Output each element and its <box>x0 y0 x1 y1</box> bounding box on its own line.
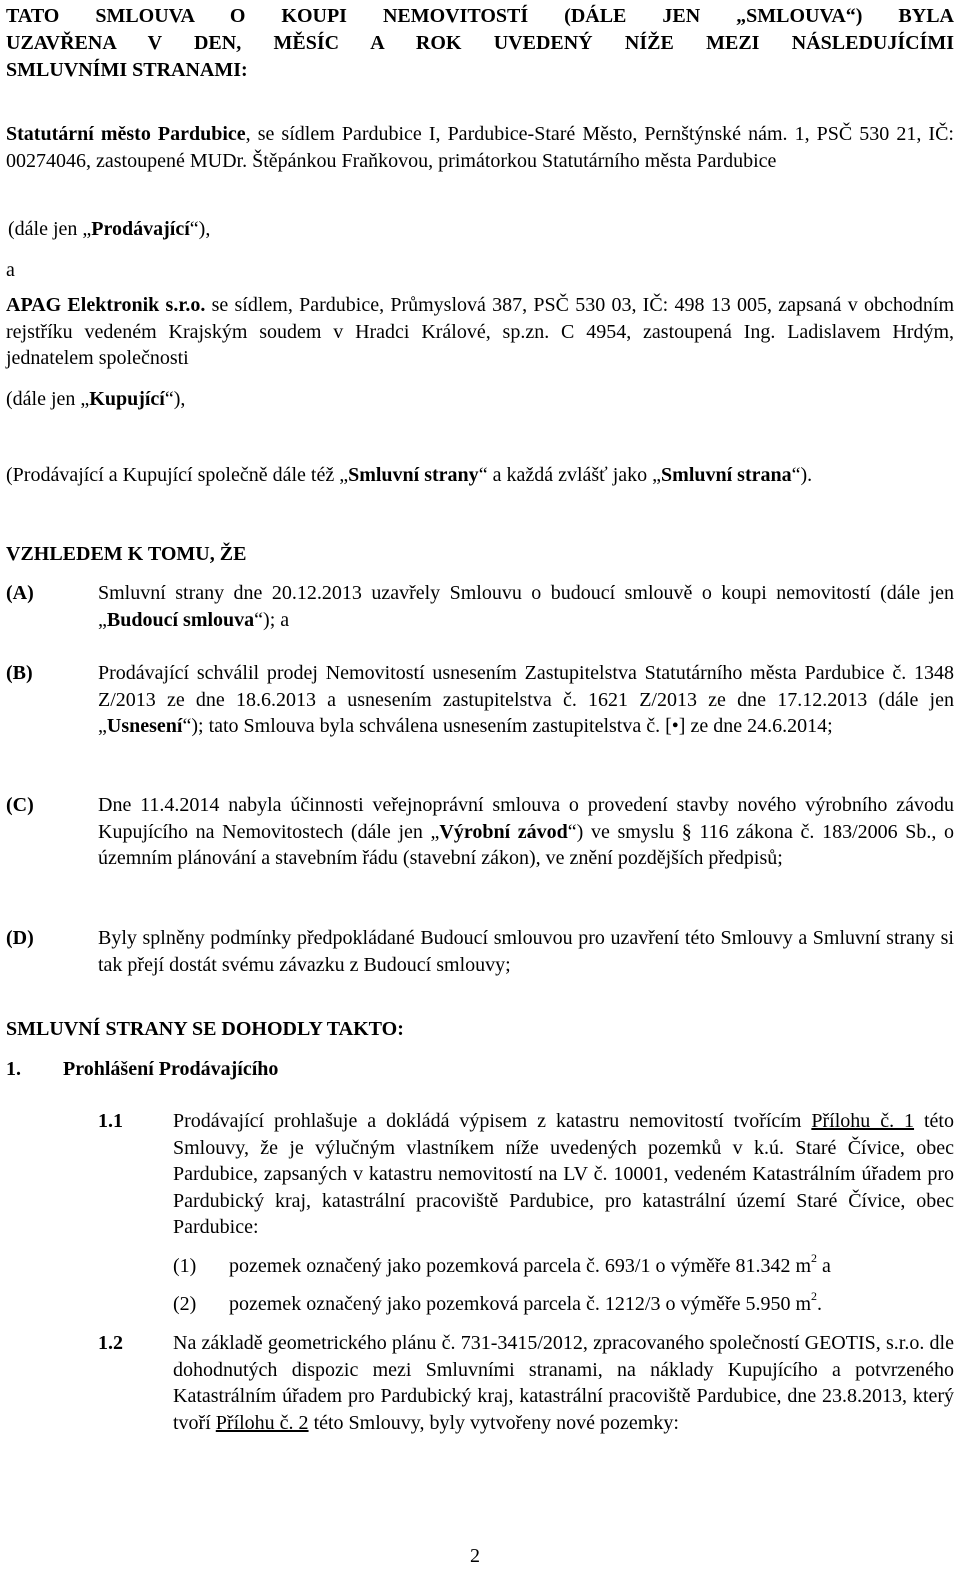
recital-a-text: Smluvní strany dne 20.12.2013 uzavřely Smlouvu o budoucí smlouvě o koupi nemovitostí (dále jen „Budoucí smlouva“); a <box>98 582 954 631</box>
section-1-heading <box>6 1056 954 1083</box>
clause-1-1-text: Prodávající prohlašuje a dokládá výpisem z katastru nemovitostí tvořícím Přílohu č. 1 této Smlouvy, že je výlučným vlastníkem níže uvedených pozemků v k.ú. Staré Čívice, obec Pardubice, zapsaných v katastru nemovitostí na LV č. 10001, vedeném Katastrálním úřadem pro Pardubický kraj, katastrální pracoviště Pardubice, pro katastrální území Staré Čívice, obec Pardubice: <box>173 1110 954 1238</box>
section-1-number: 1. <box>6 1058 21 1080</box>
seller-name: Statutární město Pardubice <box>6 123 246 145</box>
contract-heading-line-2: UZAVŘENA V DEN, MĚSÍC A ROK UVEDENÝ NÍŽE MEZI NÁSLEDUJÍCÍMI <box>6 32 954 54</box>
clause-1-1-number: 1.1 <box>98 1110 123 1132</box>
attachment-2-link[interactable]: Přílohu č. 2 <box>215 1411 309 1434</box>
buyer-paragraph <box>6 292 954 372</box>
recitals-heading: VZHLEDEM K TOMU, ŽE <box>6 543 247 565</box>
parcel-2-text: pozemek označený jako pozemková parcela č. 1212/3 o výměře 5.950 $m^2$. <box>229 1289 823 1315</box>
parties-definition: (Prodávající a Kupující společně dále též „Smluvní strany“ a každá zvlášť jako „Smluvní strana“). <box>6 464 813 486</box>
clause-1-2-text: Na základě geometrického plánu č. 731-3415/2012, zpracovaného společností GEOTIS, s.r.o. dle dohodnutých dispozic mezi Smluvními stranami, na náklady Kupujícího a potvrzeného Katastrálním úřadem pro Pardubický kraj, katastrální pracoviště Pardubice, dne 23.8.2013, který tvoří Přílohu č. 2 této Smlouvy, byly vytvořeny nové pozemky: <box>173 1332 954 1434</box>
and-word: a <box>6 259 15 281</box>
recital-c-label: (C) <box>6 794 34 816</box>
buyer-name: APAG Elektronik s.r.o. <box>6 294 206 316</box>
recital-b-label: (B) <box>6 662 33 684</box>
recital-d-label: (D) <box>6 927 34 949</box>
recital-d-text: Byly splněny podmínky předpokládané Budoucí smlouvou pro uzavření této Smlouvy a Smluvní strany si tak přejí dostát svému závazku z Budoucí smlouvy; <box>98 927 954 976</box>
parcel-1-text: pozemek označený jako pozemková parcela č. 693/1 o výměře 81.342 $m^2$ a <box>229 1251 831 1277</box>
seller-details: , se sídlem Pardubice I, Pardubice-Staré Město, Pernštýnské nám. 1, PSČ 530 21, IČ: 00274046, zastoupené MUDr. Štěpánkou Fraňkovou, primátorkou Statutárního města Pardubice <box>6 123 954 172</box>
seller-paragraph <box>6 121 954 174</box>
parcel-1-label: (1) <box>173 1255 197 1277</box>
parcel-2-label: (2) <box>173 1293 197 1315</box>
agreement-heading: SMLUVNÍ STRANY SE DOHODLY TAKTO: <box>6 1018 404 1040</box>
seller-alias: (dále jen „Prodávající“), <box>8 218 211 240</box>
recital-b-text: Prodávající schválil prodej Nemovitostí usnesením Zastupitelstva Statutárního města Pardubice č. 1348 Z/2013 ze dne 18.6.2013 a usnesením zastupitelstva č. 1621 Z/2013 ze dne 17.12.2013 (dále jen „Usnesení“); tato Smlouva byla schválena usnesením zastupitelstva č. [•] ze dne 24.6.2014; <box>98 662 954 737</box>
recital-c-text: Dne 11.4.2014 nabyla účinnosti veřejnoprávní smlouva o provedení stavby nového výrobního závodu Kupujícího na Nemovitostech (dále jen „Výrobní závod“) ve smyslu § 116 zákona č. 183/2006 Sb., o územním plánování a stavebním řádu (stavební zákon), ve znění pozdějších předpisů; <box>98 794 955 869</box>
page-number: 2 <box>470 1545 480 1567</box>
buyer-details: se sídlem, Pardubice, Průmyslová 387, PSČ 530 03, IČ: 498 13 005, zapsaná v obchodním rejstříku vedeném Krajským soudem v Hradci Králové, sp.zn. C 4954, zastoupená Ing. Ladislavem Hrdým, jednatelem společnosti <box>6 294 954 369</box>
attachment-1-link[interactable]: Přílohu č. 1 <box>811 1110 915 1132</box>
recital-a-label: (A) <box>6 582 34 604</box>
clause-1-2-number: 1.2 <box>98 1332 123 1354</box>
section-1-title: Prohlášení Prodávajícího <box>63 1058 279 1080</box>
contract-heading-line-3: SMLUVNÍMI STRANAMI: <box>6 59 248 81</box>
contract-heading-line-1: TATO SMLOUVA O KOUPI NEMOVITOSTÍ (DÁLE JEN „SMLOUVA“) BYLA <box>6 5 954 27</box>
buyer-alias: (dále jen „Kupující“), <box>6 388 186 410</box>
